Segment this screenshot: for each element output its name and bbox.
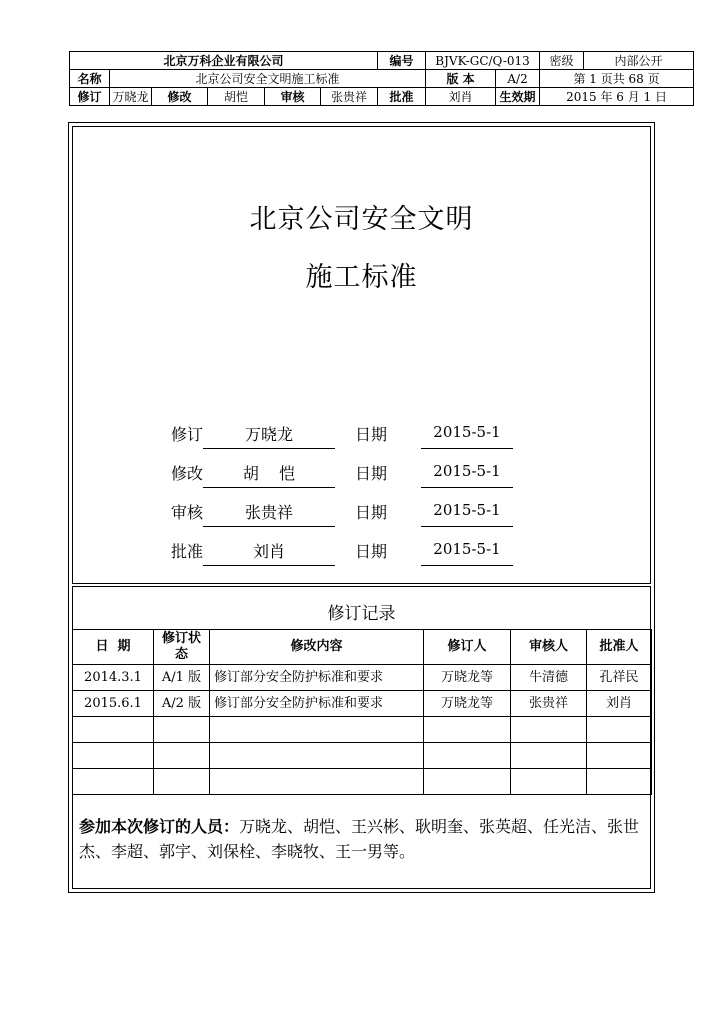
cover-section [72, 126, 651, 584]
cell-date [73, 743, 154, 769]
code-label: 编号 [378, 52, 426, 70]
signoff-role-revise: 修订 [171, 425, 204, 444]
cell-date [73, 717, 154, 743]
version-label: 版 本 [426, 70, 496, 88]
participants-list: 万晓龙、胡恺、王兴彬、耿明奎、张英超、任光洁、张世杰、李超、郭宇、刘保栓、李晓牧、王一男等。 [79, 817, 640, 861]
table-row [73, 769, 652, 795]
column-header-content: 修改内容 [210, 630, 424, 665]
signoff-name-review: 张贵祥 [244, 503, 293, 522]
cell-reviser: 万晓龙等 [424, 665, 511, 691]
company-name: 北京万科企业有限公司 [70, 52, 378, 70]
cover-frame [68, 122, 655, 893]
signoff-underline [203, 565, 335, 566]
cell-approver [587, 717, 652, 743]
cell-status: A/2 版 [154, 691, 210, 717]
signoff-date-label: 日期 [355, 503, 388, 522]
page-info: 第 1 页共 68 页 [540, 70, 694, 88]
participants-label: 参加本次修订的人员： [79, 817, 240, 836]
column-header-reviser: 修订人 [424, 630, 511, 665]
cell-approver [587, 743, 652, 769]
modify-person: 胡恺 [208, 88, 265, 106]
column-header-status: 修订状态 [154, 630, 210, 665]
signoff-underline [203, 526, 335, 527]
date-underline [421, 526, 513, 527]
table-row [73, 665, 652, 691]
revise-person: 万晓龙 [110, 88, 152, 106]
version-value: A/2 [496, 70, 540, 88]
approve-label: 批准 [378, 88, 426, 106]
signoff-date-label: 日期 [355, 464, 388, 483]
document-header-table [69, 51, 694, 106]
cell-reviser [424, 743, 511, 769]
revision-record-title: 修订记录 [327, 604, 396, 624]
signoff-role-approve: 批准 [171, 542, 204, 561]
signoff-name-approve: 刘肖 [252, 542, 285, 561]
cell-approver: 孔祥民 [587, 665, 652, 691]
column-header-approver: 批准人 [587, 630, 652, 665]
participants-paragraph [79, 814, 649, 864]
effective-date: 2015 年 6 月 1 日 [540, 88, 694, 106]
review-person: 张贵祥 [321, 88, 378, 106]
cover-title-line1: 北京公司安全文明 [249, 204, 474, 235]
signoff-role-modify: 修改 [171, 464, 204, 483]
column-header-date: 日 期 [73, 630, 154, 665]
date-underline [421, 565, 513, 566]
column-header-reviewer: 审核人 [511, 630, 587, 665]
table-header-row [73, 630, 652, 665]
signoff-date-modify: 2015-5-1 [433, 462, 501, 480]
cell-reviewer [511, 769, 587, 795]
cell-date [73, 769, 154, 795]
revision-record-table [72, 629, 652, 795]
cell-reviewer: 牛清德 [511, 665, 587, 691]
cell-date: 2014.3.1 [73, 665, 154, 691]
cell-status: A/1 版 [154, 665, 210, 691]
cell-approver [587, 769, 652, 795]
cell-status [154, 769, 210, 795]
cell-reviewer: 张贵祥 [511, 691, 587, 717]
date-underline [421, 487, 513, 488]
cell-reviser: 万晓龙等 [424, 691, 511, 717]
signoff-date-label: 日期 [355, 425, 388, 444]
signoff-name-modify: 胡 恺 [242, 464, 296, 483]
cover-title-line2: 施工标准 [305, 262, 418, 293]
name-label: 名称 [70, 70, 110, 88]
cell-reviewer [511, 743, 587, 769]
signoff-underline [203, 448, 335, 449]
cell-reviser [424, 717, 511, 743]
table-row [73, 691, 652, 717]
signoff-date-revise: 2015-5-1 [433, 423, 501, 441]
cell-content [210, 743, 424, 769]
signoff-date-review: 2015-5-1 [433, 501, 501, 519]
cell-content [210, 769, 424, 795]
signoff-underline [203, 487, 335, 488]
signoff-name-revise: 万晓龙 [244, 425, 293, 444]
table-row [73, 717, 652, 743]
revision-record-section [72, 586, 651, 889]
cell-content: 修订部分安全防护标准和要求 [210, 665, 424, 691]
secrecy-value: 内部公开 [584, 52, 694, 70]
cell-status [154, 743, 210, 769]
signoff-date-label: 日期 [355, 542, 388, 561]
table-row [73, 743, 652, 769]
cell-approver: 刘肖 [587, 691, 652, 717]
code-value: BJVK-GC/Q-013 [426, 52, 540, 70]
document-name: 北京公司安全文明施工标准 [110, 70, 426, 88]
cell-content [210, 717, 424, 743]
cell-reviewer [511, 717, 587, 743]
date-underline [421, 448, 513, 449]
effective-label: 生效期 [496, 88, 540, 106]
review-label: 审核 [265, 88, 321, 106]
cell-reviser [424, 769, 511, 795]
revise-label: 修订 [70, 88, 110, 106]
secrecy-label: 密级 [540, 52, 584, 70]
modify-label: 修改 [152, 88, 208, 106]
signoff-role-review: 审核 [171, 503, 204, 522]
signoff-date-approve: 2015-5-1 [433, 540, 501, 558]
cell-date: 2015.6.1 [73, 691, 154, 717]
cell-content: 修订部分安全防护标准和要求 [210, 691, 424, 717]
cell-status [154, 717, 210, 743]
approve-person: 刘肖 [426, 88, 496, 106]
